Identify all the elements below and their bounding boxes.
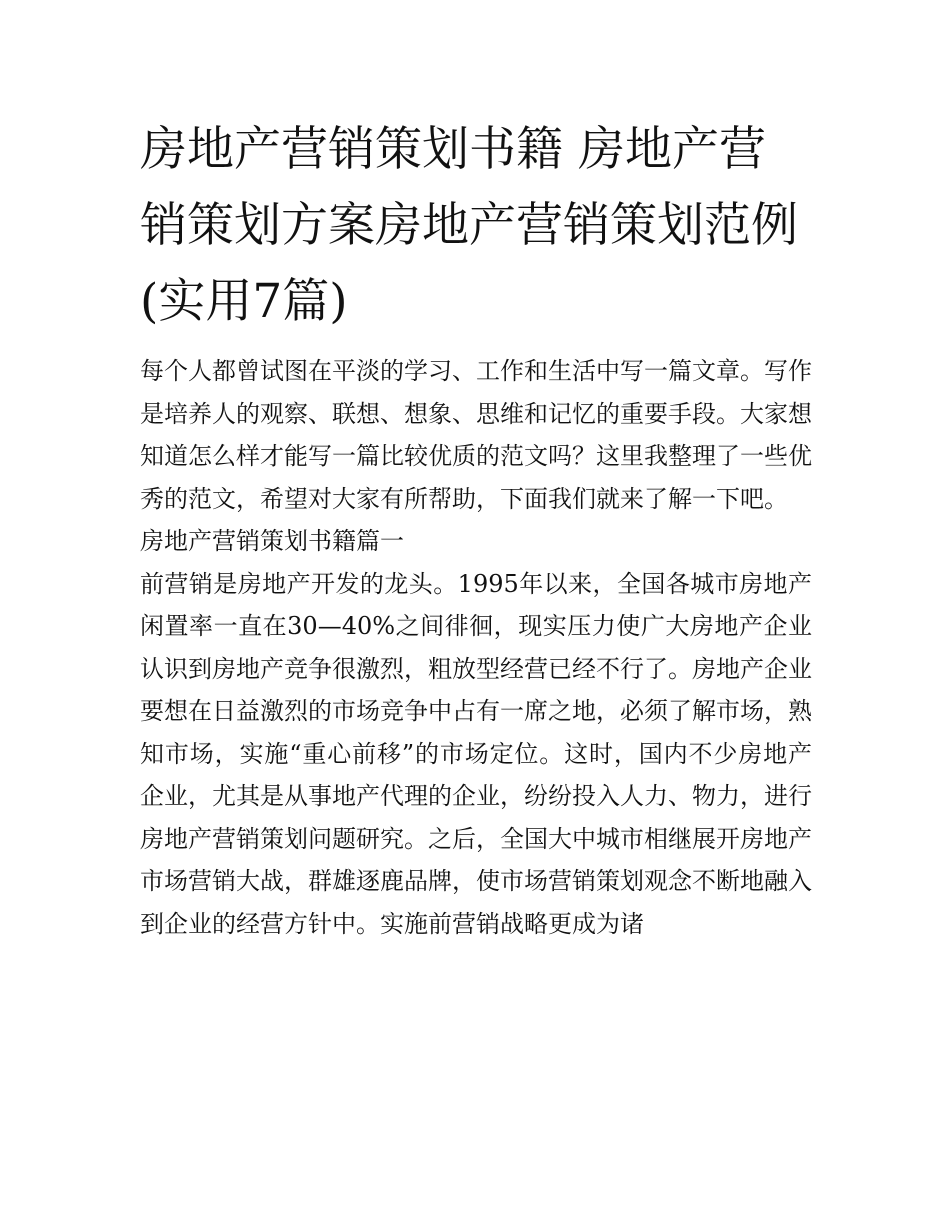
body-paragraph: 前营销是房地产开发的龙头。1995年以来，全国各城市房地产闲置率一直在30—40%之间徘徊，现实压力使广大房地产企业认识到房地产竞争很激烈，粗放型经营已经不行了。房地产企业要想在日益激烈的市场竞争中占有一席之地，必须了解市场，熟知市场，实施“重心前移”的市场定位。这时，国内不少房地产企业，尤其是从事地产代理的企业，纷纷投入人力、物力，进行房地产营销策划问题研究。之后，全国大中城市相继展开房地产市场营销大战，群雄逐鹿品牌，使市场营销策划观念不断地融入到企业的经营方针中。实施前营销战略更成为诸 bbox=[140, 569, 812, 938]
document-title: 房地产营销策划书籍 房地产营销策划方案房地产营销策划范例(实用7篇) bbox=[140, 122, 798, 329]
document-content bbox=[140, 112, 812, 945]
section-heading: 房地产营销策划书籍篇一 bbox=[140, 527, 404, 555]
intro-paragraph: 每个人都曾试图在平淡的学习、工作和生活中写一篇文章。写作是培养人的观察、联想、想象、思维和记忆的重要手段。大家想知道怎么样才能写一篇比较优质的范文吗？这里我整理了一些优秀的范文，希望对大家有所帮助，下面我们就来了解一下吧。 bbox=[140, 357, 812, 513]
